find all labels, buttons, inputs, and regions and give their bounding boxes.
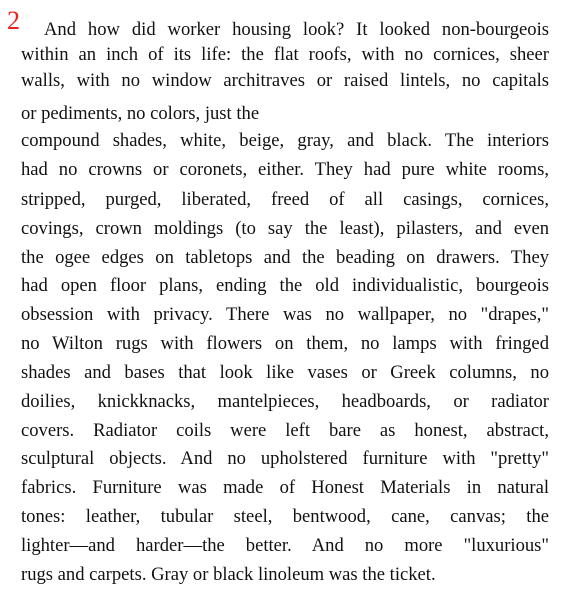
text-line: sculptural objects. And no upholstered furniture with "pretty" xyxy=(21,448,549,469)
text-line: within an inch of its life: the flat roofs, with no cornices, sheer xyxy=(21,44,549,65)
text-line: fabrics. Furniture was made of Honest Materials in natural xyxy=(21,477,549,498)
text-line: lighter—and harder—the better. And no more "luxurious" xyxy=(21,535,549,556)
text-line: stripped, purged, liberated, freed of all casings, cornices, xyxy=(21,189,549,210)
text-line: And how did worker housing look? It looked non-bourgeois xyxy=(44,19,549,40)
text-line: rugs and carpets. Gray or black linoleum was the ticket. xyxy=(21,564,436,585)
text-line: shades and bases that look like vases or Greek columns, no xyxy=(21,362,549,383)
page-number: 2 xyxy=(7,6,20,35)
text-line: had open floor plans, ending the old individualistic, bourgeois xyxy=(21,275,549,296)
text-line: or pediments, no colors, just the xyxy=(21,103,260,124)
text-line: no Wilton rugs with flowers on them, no lamps with fringed xyxy=(21,333,549,354)
text-line: compound shades, white, beige, gray, and black. The interiors xyxy=(21,130,549,151)
text-line: doilies, knickknacks, mantelpieces, headboards, or radiator xyxy=(21,391,549,412)
text-line: walls, with no window architraves or raised lintels, no capitals xyxy=(21,70,549,91)
text-line: covings, crown moldings (to say the least), pilasters, and even xyxy=(21,218,549,239)
text-line: covers. Radiator coils were left bare as honest, abstract, xyxy=(21,420,549,441)
text-line: obsession with privacy. There was no wallpaper, no "drapes," xyxy=(21,304,549,325)
text-line: the ogee edges on tabletops and the beading on drawers. They xyxy=(21,247,549,268)
text-line: had no crowns or coronets, either. They had pure white rooms, xyxy=(21,159,549,180)
text-line: tones: leather, tubular steel, bentwood, cane, canvas; the xyxy=(21,506,549,527)
